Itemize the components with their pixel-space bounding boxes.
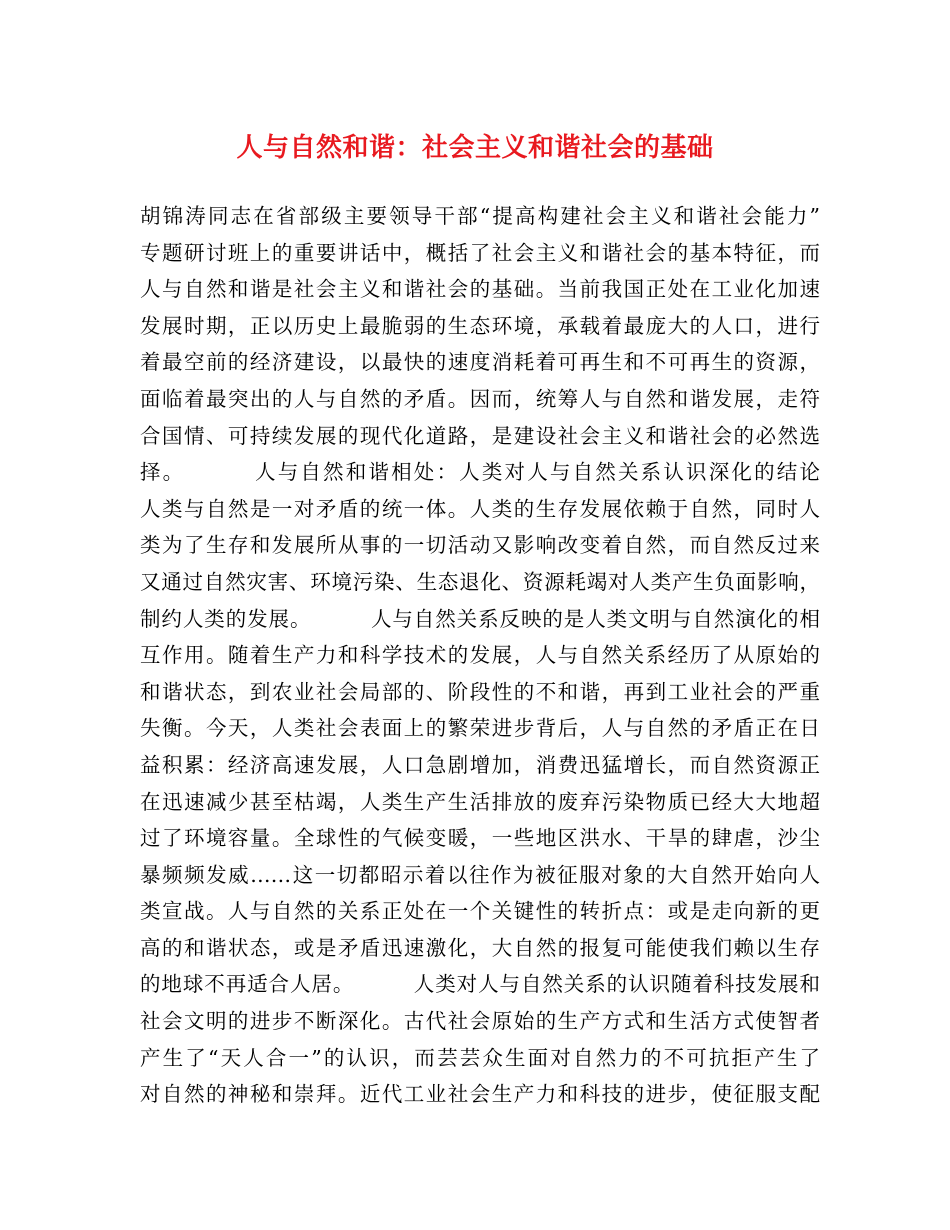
text-line: 互作用。随着生产力和科学技术的发展，人与自然关系经历了从原始的 xyxy=(140,643,820,668)
text-line: 择。 人与自然和谐相处：人类对人与自然关系认识深化的结论 xyxy=(140,460,820,485)
text-line: 着最空前的经济建设，以最快的速度消耗着可再生和不可再生的资源， xyxy=(140,350,820,375)
text-line: 社会文明的进步不断深化。古代社会原始的生产方式和生活方式使智者 xyxy=(140,1009,820,1034)
body-paragraph xyxy=(140,198,820,1113)
text-line: 失衡。今天，人类社会表面上的繁荣进步背后，人与自然的矛盾正在日 xyxy=(140,716,820,741)
text-line: 的地球不再适合人居。 人类对人与自然关系的认识随着科技发展和 xyxy=(140,972,820,997)
text-line: 合国情、可持续发展的现代化道路，是建设社会主义和谐社会的必然选 xyxy=(140,423,820,448)
text-line: 类为了生存和发展所从事的一切活动又影响改变着自然，而自然反过来 xyxy=(140,533,820,558)
text-line: 胡锦涛同志在省部级主要领导干部“提高构建社会主义和谐社会能力” xyxy=(140,204,820,228)
text-line: 人与自然和谐是社会主义和谐社会的基础。当前我国正处在工业化加速 xyxy=(140,277,820,302)
text-line: 产生了“天人合一”的认识，而芸芸众生面对自然力的不可抗拒产生了 xyxy=(140,1045,820,1070)
text-line: 过了环境容量。全球性的气候变暖，一些地区洪水、干旱的肆虐，沙尘 xyxy=(140,826,820,851)
text-line: 专题研讨班上的重要讲话中，概括了社会主义和谐社会的基本特征，而 xyxy=(140,240,820,265)
text-line: 对自然的神秘和崇拜。近代工业社会生产力和科技的进步，使征服支配 xyxy=(140,1082,820,1107)
text-line: 人类与自然是一对矛盾的统一体。人类的生存发展依赖于自然，同时人 xyxy=(140,496,820,521)
text-line: 高的和谐状态，或是矛盾迅速激化，大自然的报复可能使我们赖以生存 xyxy=(140,935,820,960)
text-line: 暴频频发威……这一切都昭示着以往作为被征服对象的大自然开始向人 xyxy=(140,862,820,887)
text-line: 和谐状态，到农业社会局部的、阶段性的不和谐，再到工业社会的严重 xyxy=(140,679,820,704)
text-line: 又通过自然灾害、环境污染、生态退化、资源耗竭对人类产生负面影响， xyxy=(140,569,820,594)
text-line: 发展时期，正以历史上最脆弱的生态环境，承载着最庞大的人口，进行 xyxy=(140,313,820,338)
text-line: 类宣战。人与自然的关系正处在一个关键性的转折点：或是走向新的更 xyxy=(140,899,820,924)
text-line: 面临着最突出的人与自然的矛盾。因而，统筹人与自然和谐发展，走符 xyxy=(140,386,820,411)
text-line: 益积累：经济高速发展，人口急剧增加，消费迅猛增长，而自然资源正 xyxy=(140,752,820,777)
text-line: 在迅速减少甚至枯竭，人类生产生活排放的废弃污染物质已经大大地超 xyxy=(140,789,820,814)
text-line: 制约人类的发展。 人与自然关系反映的是人类文明与自然演化的相 xyxy=(140,606,820,631)
page-title: 人与自然和谐：社会主义和谐社会的基础 xyxy=(236,133,714,163)
